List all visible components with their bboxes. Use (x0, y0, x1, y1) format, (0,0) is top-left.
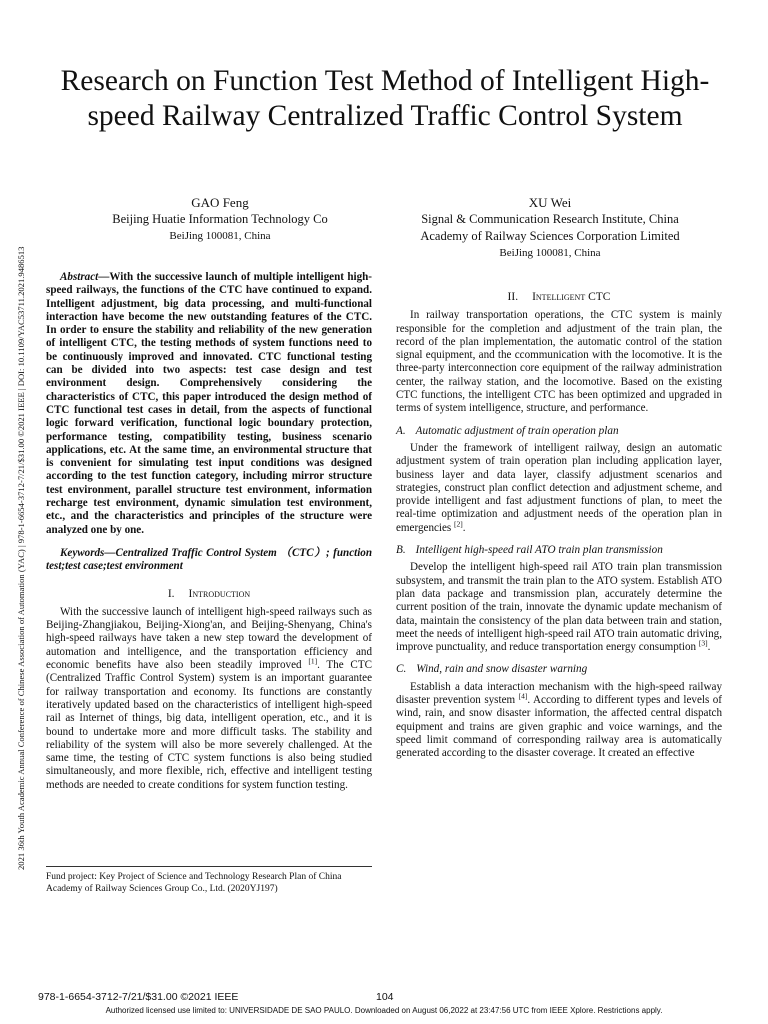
subsection-b-text: Develop the intelligent high-speed rail ATO train plan transmission subsystem, and transmit the train plan to the ATO system. Establish ATO plan data package and transmission plan, accurately determine the current position of the train, innovate the dynamic update mechanism of data, maintain the consistency of the plan data between train and station, meet the needs of intelligent high-speed rail ATO train automatic driving, improve punctuality, and reduce transportation energy consumption (396, 561, 722, 654)
right-column (396, 291, 722, 761)
author-block-1 (70, 195, 370, 244)
section-number: II. (507, 291, 519, 303)
subsection-a-paragraph (396, 442, 722, 535)
abstract (46, 271, 372, 537)
author-affiliation: Academy of Railway Sciences Corporation Limited (420, 229, 680, 243)
subsection-heading-a (396, 425, 722, 438)
section-heading-intelligent-ctc (396, 291, 722, 304)
intro-text-1: With the successive launch of intelligent high-speed railways such as Beijing-Zhangjiakou, Beijing-Xiong'an, and Beijing-Shenyang, China's high-speed railways have taken a new step toward the development of automation and intelligence, and the transportation efficiency and economic benefits have also been steadily improved (46, 605, 372, 672)
license-notice: Authorized licensed use limited to: UNIVERSIDADE DE SAO PAULO. Downloaded on August 06,2022 at 23:47:56 UTC from IEEE Xplore. Restrictions apply. (105, 1006, 663, 1015)
introduction-paragraph (46, 606, 372, 792)
paper-title: Research on Function Test Method of Intelligent High-speed Railway Centralized Traffic Control System (60, 65, 710, 132)
subsection-heading-b (396, 544, 722, 557)
intro-text-2: . The CTC (Centralized Traffic Control System) system is an important guarantee for railway transportation and economy. Its functions are constantly iteratively updated based on the characteristics of intelligent high-speed rail as Internet of things, big data, intelligent operation, etc., and it is bound to undertake more and more difficult tasks. The stability and reliability of the system will also be more severely challenged. At the same time, the testing of CTC system functions is also being studied simultaneously, and more flexible, rich, effective and intelligent testing methods are needed to create conditions for system function testing. (46, 659, 372, 791)
subsection-letter: C. (396, 663, 407, 676)
author-affiliation: Signal & Communication Research Institute, China (421, 212, 679, 226)
footer-isbn: 978-1-6654-3712-7/21/$31.00 ©2021 IEEE (38, 991, 239, 1003)
ctc-paragraph: In railway transportation operations, the CTC system is mainly responsible for the completion and adjustment of the train plan, the record of the plan implementation, the automatic control of the station signal equipment, and the ccommunication with the locomotive. It is the three-party interconnection core equipment of the railway administration center, the railway station, and the locomotive. Based on the existing CTC functions, the intelligent CTC has been optimized and upgraded in terms of system intelligence, structure, and performance. (396, 309, 722, 415)
subsection-b-paragraph (396, 561, 722, 654)
author-name: XU Wei (528, 195, 572, 210)
subsection-c-paragraph (396, 681, 722, 761)
side-doi-strip (16, 160, 30, 870)
author-block-2 (400, 195, 700, 261)
section-title: Introduction (188, 587, 251, 600)
footnote-rule (46, 866, 372, 867)
citation: [4] (518, 691, 528, 701)
subsection-c-text-1: Establish a data interaction mechanism with the high-speed railway disaster prevention system (396, 680, 722, 707)
subsection-b-end: . (707, 641, 711, 654)
subsection-c-text-2: . According to different types and levels of wind, rain, and snow disaster information, the affected central dispatch equipment and trains are given graphic and voice warnings, and the speed limit command of corresponding railway area is automatically generated according to the disaster coverage. It created an effective (396, 694, 723, 760)
author-affiliation: Beijing Huatie Information Technology Co (112, 212, 328, 226)
subsection-a-end: . (462, 521, 466, 534)
citation: [2] (454, 519, 463, 529)
section-number: I. (167, 587, 175, 600)
subsection-title: Automatic adjustment of train operation plan (415, 424, 619, 437)
section-title: Intelligent CTC (532, 291, 611, 303)
citation: [3] (698, 638, 708, 648)
footer-page-number: 104 (376, 991, 394, 1003)
side-doi-text: 2021 36th Youth Academic Annual Conference of Chinese Association of Automation (YAC) | 978-1-6654-3712-7/21/$31.00 ©2021 IEEE | DOI: 10.1109/YAC53711.2021.9486513 (16, 246, 26, 870)
section-heading-introduction (46, 588, 372, 601)
subsection-a-text: Under the framework of intelligent railway, design an automatic adjustment system of train operation plan including application layer, business layer and data layer, classify adjustment scenarios and strategies, construct plan conflict detection and adjustment scheme, and provide intelligent and fast adjustment functions of plan, to meet the real-time optimization and adjustment needs of the operation plan in emergencies (396, 441, 722, 534)
keywords: Keywords—Centralized Traffic Control System （CTC）; function test;test case;test environment (46, 546, 372, 573)
author-city: BeiJing 100081, China (499, 247, 601, 259)
left-column (46, 271, 372, 792)
subsection-heading-c (396, 663, 722, 676)
subsection-title: Intelligent high-speed rail ATO train plan transmission (415, 544, 663, 557)
citation: [1] (308, 656, 318, 666)
abstract-label: Abstract (60, 271, 99, 283)
author-name: GAO Feng (191, 195, 249, 210)
fund-footnote: Fund project: Key Project of Science and Technology Research Plan of China Academy of Railway Sciences Group Co., Ltd. (2020YJ197) (46, 872, 342, 894)
subsection-letter: B. (396, 544, 406, 557)
abstract-text: —With the successive launch of multiple intelligent high-speed railways, the functions of the CTC have continued to expand. Intelligent adjustment, big data processing, and multi-functional interaction have become the new outstanding features of the CTC. In order to ensure the stability and reliability of the new generation of intelligent CTC, the testing methods of system functions need to be continuously improved and innovated. CTC functional testing can be divided into two aspects: test case design and test environment design. Comprehensively considering the characteristics of CTC, this paper introduced the design method of CTC functional test cases in detail, from the aspects of functional logic forward verification, functional logic boundary protection, performance testing, compatibility testing, business scenario applications, etc. At the same time, an environmental structure that is convenient for simulating test input conditions was designed according to the test function category, including mirror structure test environment, parallel structure test environment, information recharge test environment, dynamic simulation test environment, etc., and the characteristics and principles of the structure were analyzed one by one. (46, 271, 372, 536)
subsection-letter: A. (396, 424, 406, 437)
author-city: BeiJing 100081, China (169, 230, 271, 242)
subsection-title: Wind, rain and snow disaster warning (416, 663, 588, 676)
